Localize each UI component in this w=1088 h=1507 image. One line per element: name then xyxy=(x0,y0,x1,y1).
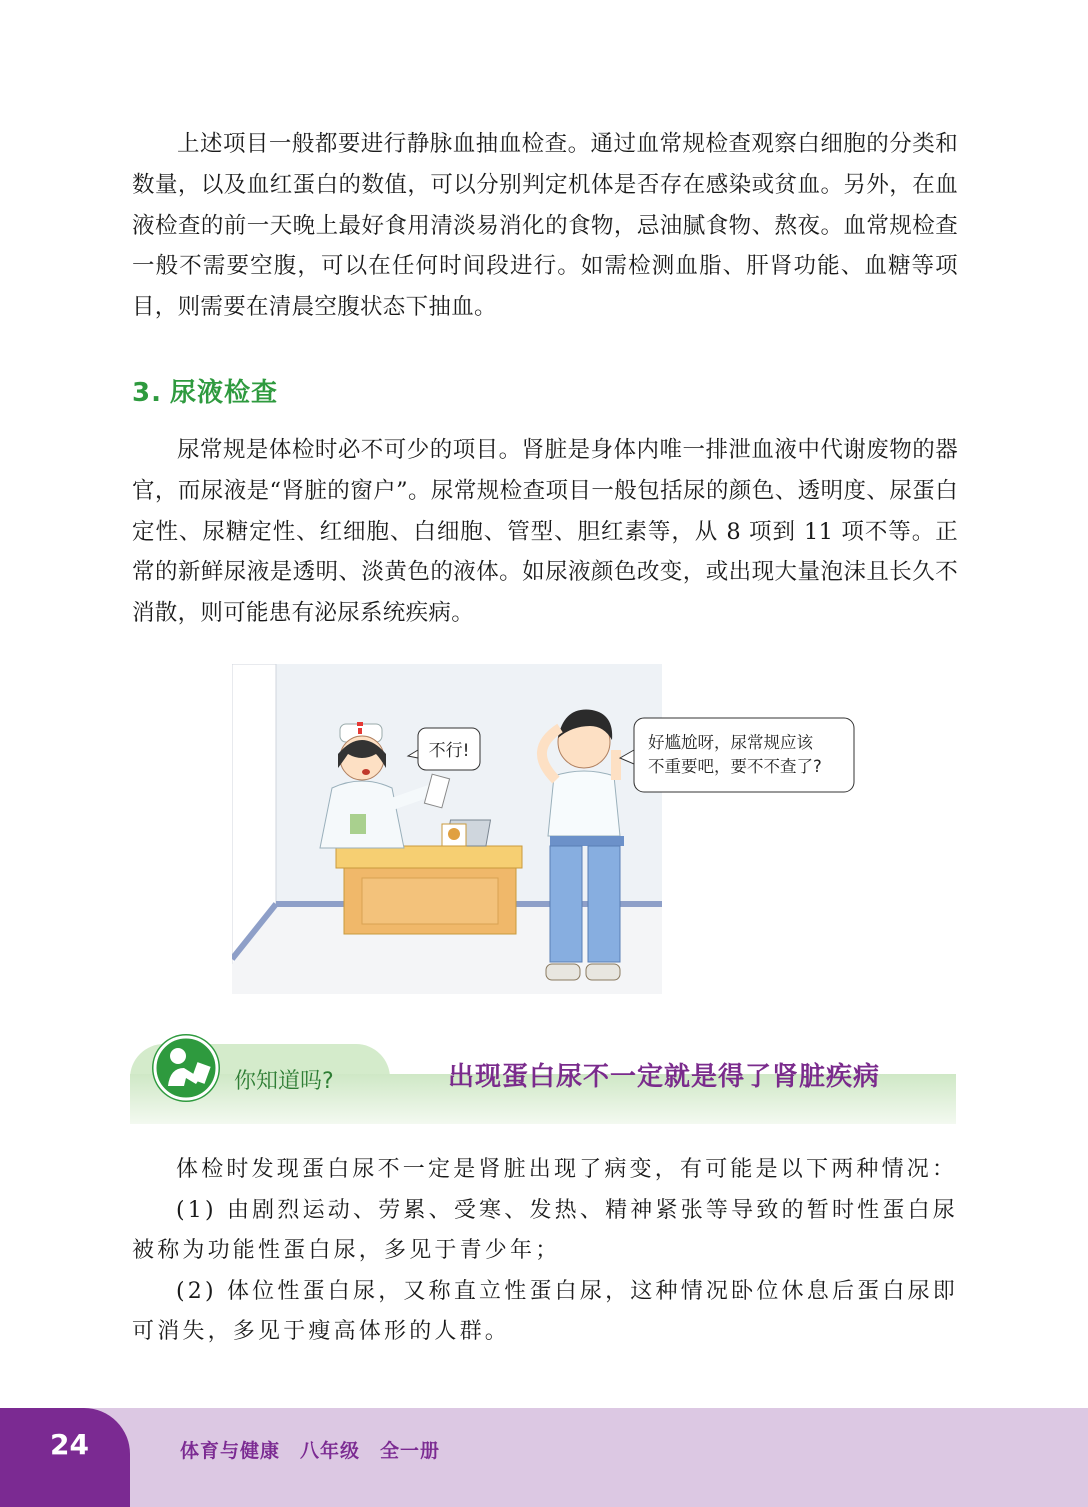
clinic-illustration xyxy=(232,664,862,994)
boy-speech-line2: 不重要吧，要不不查了? xyxy=(648,757,822,776)
did-you-know-item-2: (2) 体位性蛋白尿，又称直立性蛋白尿，这种情况卧位休息后蛋白尿即可消失，多见于瘦高体形的人群。 xyxy=(132,1278,958,1344)
section-title: 尿液检查 xyxy=(169,378,278,408)
section-number: 3. xyxy=(132,378,162,408)
did-you-know-title: 出现蛋白尿不一定就是得了肾脏疾病 xyxy=(448,1062,881,1092)
section-paragraph-text: 尿常规是体检时必不可少的项目。肾脏是身体内唯一排泄血液中代谢废物的器官，而尿液是“肾脏的窗户”。尿常规检查项目一般包括尿的颜色、透明度、尿蛋白定性、尿糖定性、红细胞、白细胞、管型、胆红素等，从 8 项到 11 项不等。正常的新鲜尿液是透明、淡黄色的液体。如尿液颜色改变，或出现大量泡沫且长久不消散，则可能患有泌尿系统疾病。 xyxy=(132,437,958,627)
boy-speech-line1: 好尴尬呀，尿常规应该 xyxy=(648,733,813,752)
did-you-know-body xyxy=(132,1150,958,1353)
reading-person-icon xyxy=(152,1034,220,1102)
did-you-know-intro: 体检时发现蛋白尿不一定是肾脏出现了病变，有可能是以下两种情况： xyxy=(176,1157,958,1182)
page-footer xyxy=(0,1408,1088,1507)
section-heading xyxy=(132,372,278,409)
did-you-know-header xyxy=(130,1044,956,1124)
intro-paragraph-text: 上述项目一般都要进行静脉血抽血检查。通过血常规检查观察白细胞的分类和数量，以及血红蛋白的数值，可以分别判定机体是否存在感染或贫血。另外，在血液检查的前一天晚上最好食用清淡易消化的食物，忌油腻食物、熬夜。血常规检查一般不需要空腹，可以在任何时间段进行。如需检测血脂、肝肾功能、血糖等项目，则需要在清晨空腹状态下抽血。 xyxy=(132,131,958,321)
page-number: 24 xyxy=(50,1428,89,1461)
clinic-scene xyxy=(232,664,862,994)
section-paragraph xyxy=(132,430,958,634)
did-you-know-label: 你知道吗? xyxy=(234,1069,334,1094)
did-you-know-item-1: (1) 由剧烈运动、劳累、受寒、发热、精神紧张等导致的暂时性蛋白尿被称为功能性蛋白尿，多见于青少年； xyxy=(132,1197,958,1263)
book-title: 体育与健康 八年级 全一册 xyxy=(180,1440,441,1462)
nurse-speech: 不行! xyxy=(428,741,470,761)
intro-paragraph xyxy=(132,124,958,328)
